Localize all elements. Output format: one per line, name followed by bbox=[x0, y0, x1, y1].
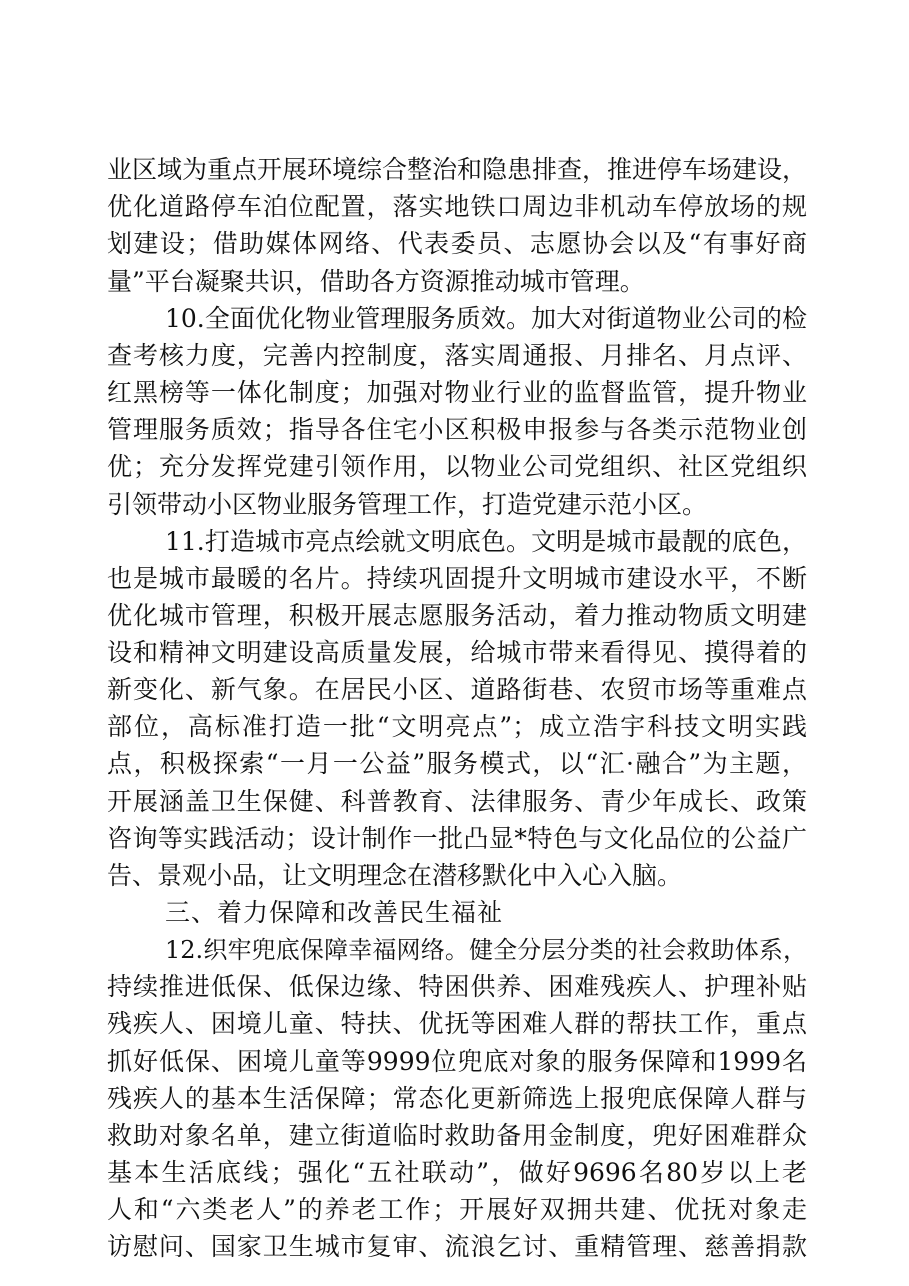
paragraph-line: 咨询等实践活动；设计制作一批凸显*特色与文化品位的公益广 bbox=[107, 824, 807, 853]
paragraph-line: 管理服务质效；指导各住宅小区积极申报参与各类示范物业创 bbox=[107, 415, 807, 444]
paragraph-line: 量”平台凝聚共识，借助各方资源推动城市管理。 bbox=[107, 267, 645, 296]
paragraph-line: 告、景观小品，让文明理念在潜移默化中入心入脑。 bbox=[107, 861, 683, 890]
paragraph-line: 部位，高标准打造一批“文明亮点”；成立浩宇科技文明实践 bbox=[107, 712, 807, 741]
paragraph-line: 红黑榜等一体化制度；加强对物业行业的监督监管，提升物业 bbox=[107, 378, 807, 407]
paragraph-line: 优化道路停车泊位配置，落实地铁口周边非机动车停放场的规 bbox=[107, 192, 807, 221]
paragraph-line: 也是城市最暖的名片。持续巩固提升文明城市建设水平，不断 bbox=[107, 564, 807, 593]
paragraph-line: 10.全面优化物业管理服务质效。加大对街道物业公司的检 bbox=[165, 304, 807, 333]
paragraph-line: 引领带动小区物业服务管理工作，打造党建示范小区。 bbox=[107, 490, 708, 519]
paragraph-line: 设和精神文明建设高质量发展，给城市带来看得见、摸得着的 bbox=[107, 638, 807, 667]
paragraph-line: 优；充分发挥党建引领作用，以物业公司党组织、社区党组织 bbox=[107, 452, 807, 481]
paragraph-line: 点，积极探索“一月一公益”服务模式，以“汇·融合”为主题， bbox=[107, 749, 807, 778]
paragraph-line: 优化城市管理，积极开展志愿服务活动，着力推动物质文明建 bbox=[107, 601, 807, 630]
paragraph-line: 12.织牢兜底保障幸福网络。健全分层分类的社会救助体系， bbox=[165, 936, 807, 964]
paragraph-line: 划建设；借助媒体网络、代表委员、志愿协会以及“有事好商 bbox=[107, 229, 807, 258]
paragraph-line: 持续推进低保、低保边缘、特困供养、困难残疾人、护理补贴 bbox=[107, 972, 807, 1001]
paragraph-line: 访慰问、国家卫生城市复审、流浪乞讨、重精管理、慈善捐款 bbox=[107, 1232, 807, 1261]
paragraph-line: 救助对象名单，建立街道临时救助备用金制度，兜好困难群众 bbox=[107, 1121, 807, 1150]
section-heading: 三、着力保障和改善民生福祉 bbox=[165, 898, 504, 927]
paragraph-line: 查考核力度，完善内控制度，落实周通报、月排名、月点评、 bbox=[107, 341, 807, 370]
paragraph-line: 抓好低保、困境儿童等9999位兜底对象的服务保障和1999名 bbox=[107, 1047, 807, 1076]
paragraph-line: 残疾人的基本生活保障；常态化更新筛选上报兜底保障人群与 bbox=[107, 1084, 807, 1113]
paragraph-line: 新变化、新气象。在居民小区、道路街巷、农贸市场等重难点 bbox=[107, 675, 807, 704]
paragraph-line: 残疾人、困境儿童、特扶、优抚等困难人群的帮扶工作，重点 bbox=[107, 1009, 807, 1038]
paragraph-line: 基本生活底线；强化“五社联动”，做好9696名80岁以上老 bbox=[107, 1158, 807, 1187]
paragraph-line: 开展涵盖卫生保健、科普教育、法律服务、青少年成长、政策 bbox=[107, 787, 807, 816]
paragraph-line: 11.打造城市亮点绘就文明底色。文明是城市最靓的底色， bbox=[165, 527, 807, 556]
paragraph-line: 人和“六类老人”的养老工作；开展好双拥共建、优抚对象走 bbox=[107, 1195, 807, 1224]
paragraph-line: 业区域为重点开展环境综合整治和隐患排查，推进停车场建设， bbox=[107, 155, 808, 184]
